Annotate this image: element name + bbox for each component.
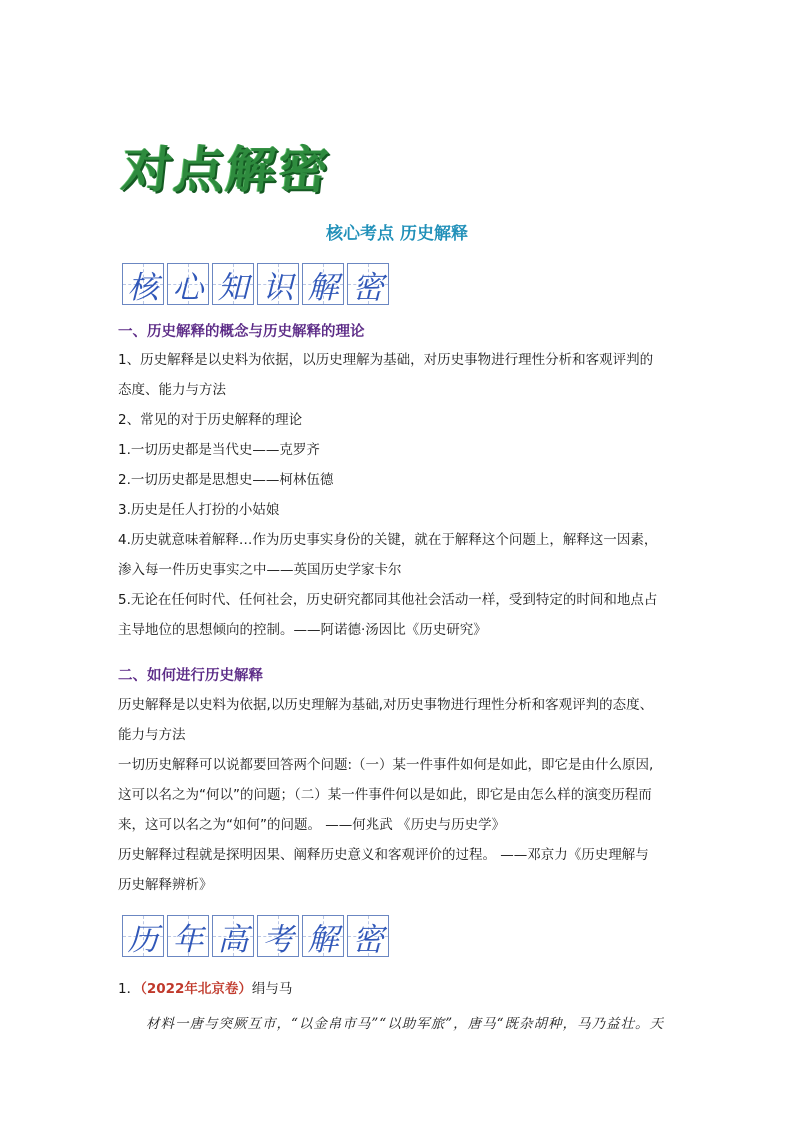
banner-char: 密 xyxy=(275,140,332,199)
banner-char: 解 xyxy=(307,921,339,958)
banner-box xyxy=(212,263,254,305)
text-line: 历史解释是以史料为依据,以历史理解为基础,对历史事物进行理性分析和客观评判的态度、 xyxy=(118,697,654,713)
banner-char: 解 xyxy=(307,269,339,306)
section-heading: 二、如何进行历史解释 xyxy=(118,668,263,684)
section1-body xyxy=(118,345,678,645)
text-line: 2、常见的对于历史解释的理论 xyxy=(118,412,303,428)
banner-char: 年 xyxy=(172,921,204,958)
knowledge-banner xyxy=(122,263,392,305)
banner-char: 解 xyxy=(223,140,280,199)
banner-char: 对 xyxy=(119,140,176,199)
text-line: 能力与方法 xyxy=(118,727,186,743)
question-material: 材料一唐与突厥互市，“以金帛市马”“以助军旅”，唐马“既杂胡种，马乃益壮。天 xyxy=(146,1016,665,1032)
banner-char: 心 xyxy=(172,269,204,306)
banner-box xyxy=(257,915,299,957)
banner-char: 密 xyxy=(352,269,384,306)
question-number: 1． xyxy=(118,981,141,997)
banner-char: 点 xyxy=(171,140,228,199)
banner-char: 考 xyxy=(262,921,294,958)
banner-title xyxy=(119,140,332,204)
exam-banner xyxy=(122,915,392,957)
banner-char: 识 xyxy=(262,269,294,306)
page-subtitle: 核心考点 历史解释 xyxy=(326,224,468,244)
text-line: 4.历史就意味着解释…作为历史事实身份的关键，就在于解释这个问题上，解释这一因素， xyxy=(118,532,658,548)
banner-box xyxy=(302,915,344,957)
banner-box xyxy=(167,915,209,957)
section-heading: 一、历史解释的概念与历史解释的理论 xyxy=(118,324,365,340)
banner-box xyxy=(122,263,164,305)
text-line: 这可以名之为“何以”的问题；（二）某一件事件何以是如此，即它是由怎么样的演变历程而 xyxy=(118,787,652,803)
banner-char: 历 xyxy=(127,921,159,958)
banner-char: 核 xyxy=(127,269,159,306)
banner-char: 高 xyxy=(217,921,249,958)
banner-box xyxy=(122,915,164,957)
question-title: 绢与马 xyxy=(251,981,293,997)
section2-body xyxy=(118,690,678,900)
banner-char: 密 xyxy=(352,921,384,958)
banner-box xyxy=(347,915,389,957)
banner-box xyxy=(257,263,299,305)
text-line: 主导地位的思想倾向的控制。——阿诺德·汤因比《历史研究》 xyxy=(118,622,487,638)
text-line: 3.历史是任人打扮的小姑娘 xyxy=(118,502,280,518)
text-line: 1、历史解释是以史料为依据，以历史理解为基础，对历史事物进行理性分析和客观评判的 xyxy=(118,352,654,368)
text-line: 1.一切历史都是当代史——克罗齐 xyxy=(118,442,320,458)
text-line: 来，这可以名之为“如何”的问题。 ——何兆武 《历史与历史学》 xyxy=(118,817,506,833)
banner-box xyxy=(347,263,389,305)
banner-char: 知 xyxy=(217,269,249,306)
text-line: 态度、能力与方法 xyxy=(118,382,226,398)
question-source: （2022年北京卷） xyxy=(140,981,252,997)
text-line: 历史解释过程就是探明因果、阐释历史意义和客观评价的过程。 ——邓京力《历史理解与 xyxy=(118,847,649,863)
question-heading xyxy=(118,977,292,997)
text-line: 5.无论在任何时代、任何社会，历史研究都同其他社会活动一样，受到特定的时间和地点占 xyxy=(118,592,658,608)
banner-box xyxy=(302,263,344,305)
text-line: 渗入每一件历史事实之中——英国历史学家卡尔 xyxy=(118,562,402,578)
banner-box xyxy=(212,915,254,957)
text-line: 2.一切历史都是思想史——柯林伍德 xyxy=(118,472,334,488)
text-line: 一切历史解释可以说都要回答两个问题:（一）某一件事件如何是如此，即它是由什么原因, xyxy=(118,757,654,773)
banner-box xyxy=(167,263,209,305)
text-line: 历史解释辨析》 xyxy=(118,877,213,893)
